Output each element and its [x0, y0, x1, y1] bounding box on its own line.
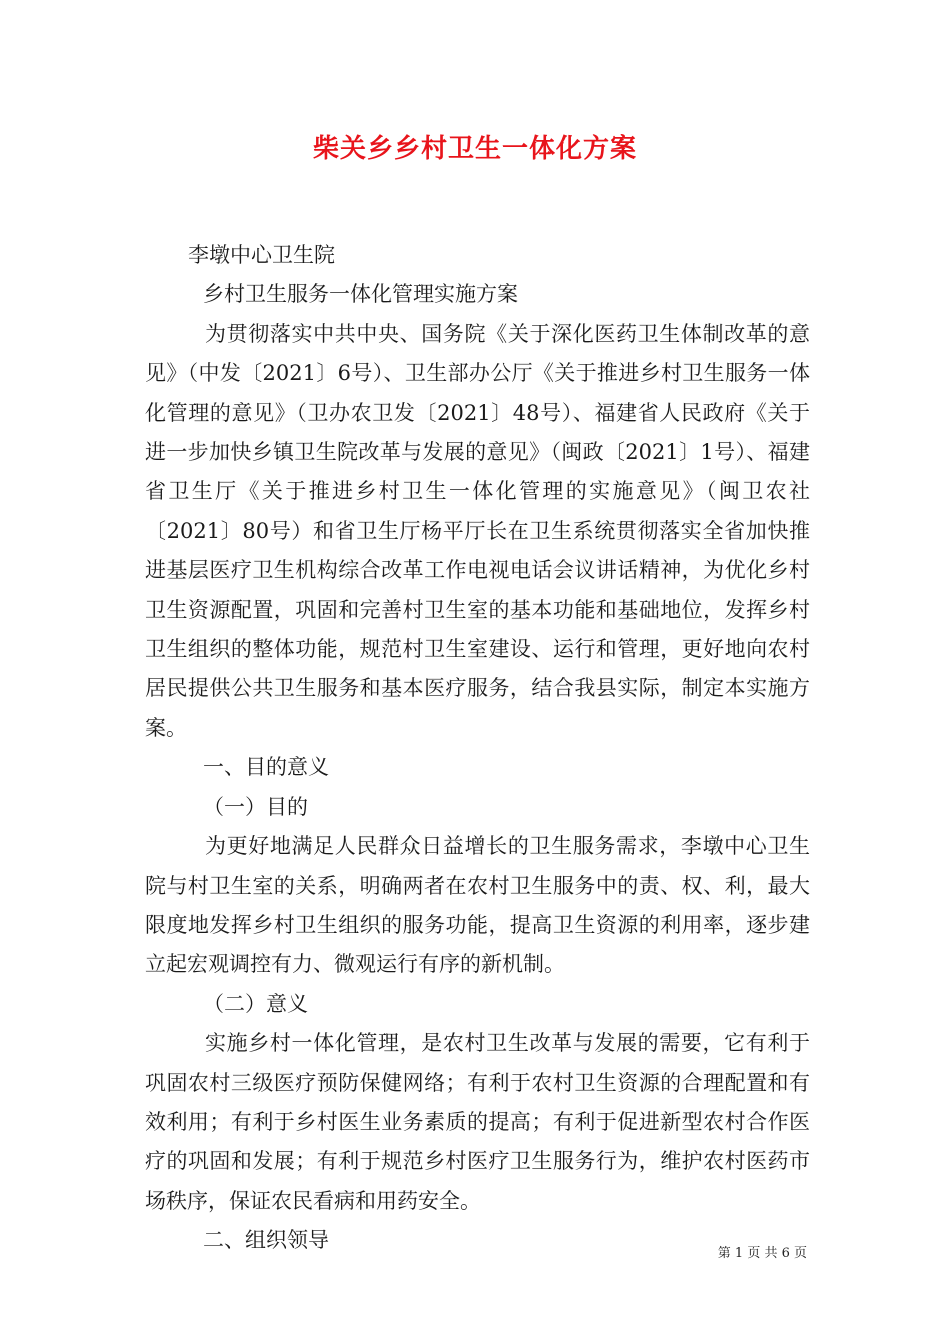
paragraph-organization: 李墩中心卫生院: [188, 243, 335, 267]
paragraph-significance: 实施乡村一体化管理，是农村卫生改革与发展的需要，它有利于巩固农村三级医疗预防保健网络；有利于农村卫生资源的合理配置和有效利用；有利于乡村医生业务素质的提高；有利于促进新型农村合作医疗的巩固和发展；有利于规范乡村医疗卫生服务行为，维护农村医药市场秩序，保证农民看病和用药安全。: [145, 1031, 810, 1213]
heading-subsection-1: （一）目的: [203, 794, 308, 819]
page-number: 第 1 页 共 6 页: [717, 1246, 807, 1261]
heading-subsection-2: （二）意义: [203, 991, 308, 1016]
heading-section-1: 一、目的意义: [203, 755, 329, 780]
paragraph-subtitle: 乡村卫生服务一体化管理实施方案: [203, 282, 518, 307]
document-title: 柴关乡乡村卫生一体化方案: [312, 134, 637, 164]
document-body: [145, 236, 810, 1261]
heading-section-2: 二、组织领导: [203, 1228, 329, 1253]
paragraph-purpose: 为更好地满足人民群众日益增长的卫生服务需求，李墩中心卫生院与村卫生室的关系，明确两者在农村卫生服务中的责、权、利，最大限度地发挥乡村卫生组织的服务功能，提高卫生资源的利用率，逐步建立起宏观调控有力、微观运行有序的新机制。: [145, 834, 810, 977]
paragraph-intro: 为贯彻落实中共中央、国务院《关于深化医药卫生体制改革的意见》（中发〔2021〕6号）、卫生部办公厅《关于推进乡村卫生服务一体化管理的意见》（卫办农卫发〔2021〕48号）、福建省人民政府《关于进一步加快乡镇卫生院改革与发展的意见》（闽政〔2021〕1号）、福建省卫生厅《关于推进乡村卫生一体化管理的实施意见》（闽卫农社〔2021〕80号）和省卫生厅杨平厅长在卫生系统贯彻落实全省加快推进基层医疗卫生机构综合改革工作电视电话会议讲话精神，为优化乡村卫生资源配置，巩固和完善村卫生室的基本功能和基础地位，发挥乡村卫生组织的整体功能，规范村卫生室建设、运行和管理，更好地向农村居民提供公共卫生服务和基本医疗服务，结合我县实际，制定本实施方案。: [145, 321, 810, 740]
